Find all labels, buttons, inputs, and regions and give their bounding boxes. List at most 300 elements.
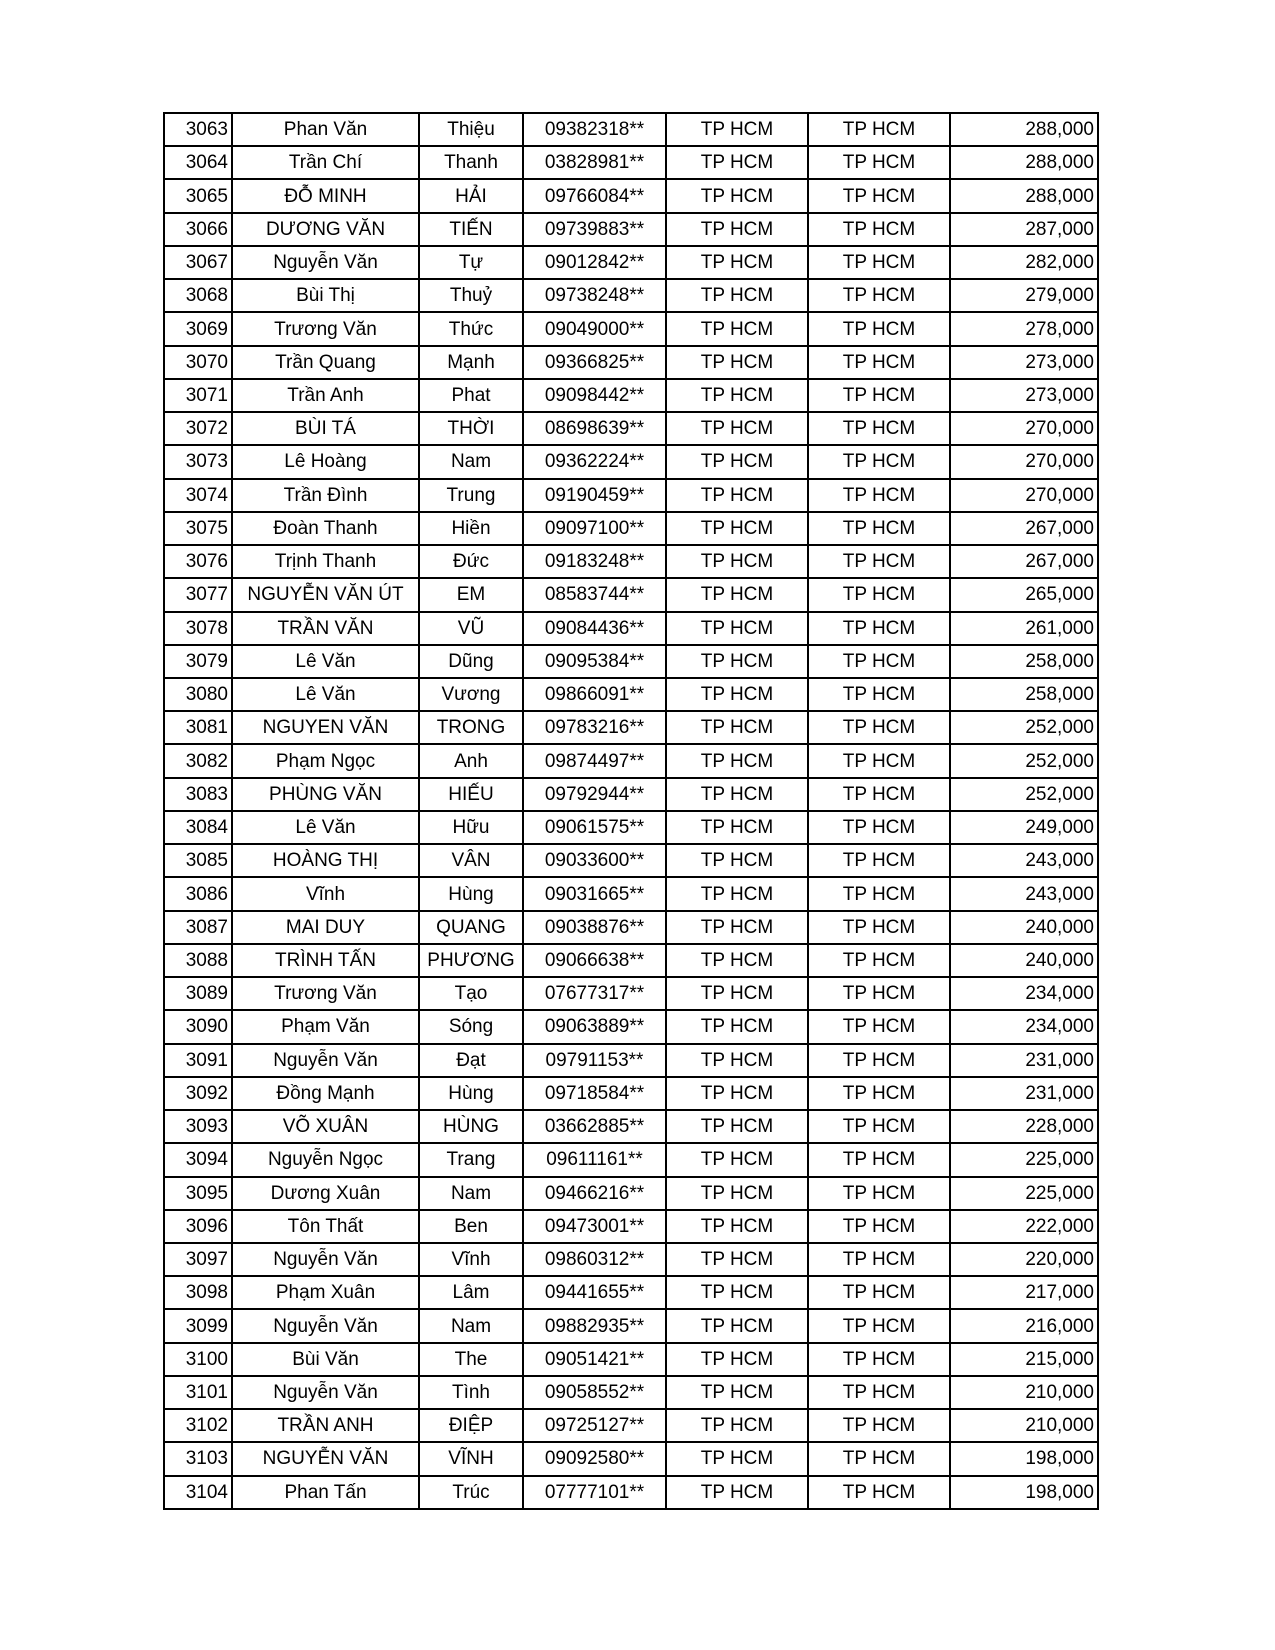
phone-cell: 09473001** bbox=[523, 1210, 666, 1243]
last_name-cell: PHÙNG VĂN bbox=[232, 778, 419, 811]
city-cell: TP HCM bbox=[808, 312, 950, 345]
last_name-cell: HOÀNG THỊ bbox=[232, 844, 419, 877]
table-row bbox=[164, 379, 1098, 412]
last_name-cell: Nguyễn Văn bbox=[232, 1044, 419, 1077]
id-cell: 3080 bbox=[164, 678, 232, 711]
first_name-cell: Vương bbox=[419, 678, 523, 711]
city-cell: TP HCM bbox=[808, 911, 950, 944]
id-cell: 3069 bbox=[164, 312, 232, 345]
first_name-cell: HIẾU bbox=[419, 778, 523, 811]
amount-cell: 267,000 bbox=[950, 545, 1098, 578]
first_name-cell: Đạt bbox=[419, 1044, 523, 1077]
province-cell: TP HCM bbox=[666, 944, 808, 977]
last_name-cell: Phạm Ngọc bbox=[232, 744, 419, 777]
city-cell: TP HCM bbox=[808, 678, 950, 711]
amount-cell: 270,000 bbox=[950, 445, 1098, 478]
province-cell: TP HCM bbox=[666, 578, 808, 611]
id-cell: 3103 bbox=[164, 1442, 232, 1475]
amount-cell: 240,000 bbox=[950, 911, 1098, 944]
amount-cell: 279,000 bbox=[950, 279, 1098, 312]
table-row bbox=[164, 279, 1098, 312]
phone-cell: 09738248** bbox=[523, 279, 666, 312]
city-cell: TP HCM bbox=[808, 844, 950, 877]
last_name-cell: Trịnh Thanh bbox=[232, 545, 419, 578]
last_name-cell: Phan Văn bbox=[232, 113, 419, 146]
table-row bbox=[164, 1409, 1098, 1442]
amount-cell: 273,000 bbox=[950, 346, 1098, 379]
first_name-cell: Nam bbox=[419, 1309, 523, 1342]
amount-cell: 222,000 bbox=[950, 1210, 1098, 1243]
table-row bbox=[164, 246, 1098, 279]
table-row bbox=[164, 1143, 1098, 1176]
last_name-cell: Trương Văn bbox=[232, 977, 419, 1010]
table-row bbox=[164, 179, 1098, 212]
phone-cell: 09739883** bbox=[523, 213, 666, 246]
province-cell: TP HCM bbox=[666, 1276, 808, 1309]
table-row bbox=[164, 412, 1098, 445]
first_name-cell: Vĩnh bbox=[419, 1243, 523, 1276]
table-row bbox=[164, 512, 1098, 545]
id-cell: 3086 bbox=[164, 877, 232, 910]
table-row bbox=[164, 678, 1098, 711]
id-cell: 3087 bbox=[164, 911, 232, 944]
table-row bbox=[164, 944, 1098, 977]
id-cell: 3096 bbox=[164, 1210, 232, 1243]
province-cell: TP HCM bbox=[666, 1309, 808, 1342]
phone-cell: 09097100** bbox=[523, 512, 666, 545]
city-cell: TP HCM bbox=[808, 1243, 950, 1276]
first_name-cell: Trúc bbox=[419, 1476, 523, 1509]
city-cell: TP HCM bbox=[808, 744, 950, 777]
city-cell: TP HCM bbox=[808, 379, 950, 412]
first_name-cell: VÂN bbox=[419, 844, 523, 877]
phone-cell: 09366825** bbox=[523, 346, 666, 379]
last_name-cell: BÙI TÁ bbox=[232, 412, 419, 445]
first_name-cell: HẢI bbox=[419, 179, 523, 212]
city-cell: TP HCM bbox=[808, 346, 950, 379]
phone-cell: 09098442** bbox=[523, 379, 666, 412]
first_name-cell: Trung bbox=[419, 479, 523, 512]
amount-cell: 220,000 bbox=[950, 1243, 1098, 1276]
province-cell: TP HCM bbox=[666, 844, 808, 877]
phone-cell: 09362224** bbox=[523, 445, 666, 478]
first_name-cell: TIẾN bbox=[419, 213, 523, 246]
table-body bbox=[164, 113, 1098, 1509]
table-row bbox=[164, 1044, 1098, 1077]
table-row bbox=[164, 811, 1098, 844]
last_name-cell: ĐỖ MINH bbox=[232, 179, 419, 212]
amount-cell: 273,000 bbox=[950, 379, 1098, 412]
phone-cell: 09058552** bbox=[523, 1376, 666, 1409]
province-cell: TP HCM bbox=[666, 445, 808, 478]
amount-cell: 210,000 bbox=[950, 1376, 1098, 1409]
id-cell: 3068 bbox=[164, 279, 232, 312]
id-cell: 3065 bbox=[164, 179, 232, 212]
first_name-cell: HÙNG bbox=[419, 1110, 523, 1143]
last_name-cell: Lê Văn bbox=[232, 678, 419, 711]
first_name-cell: Tự bbox=[419, 246, 523, 279]
last_name-cell: Đoàn Thanh bbox=[232, 512, 419, 545]
table-row bbox=[164, 1243, 1098, 1276]
table-row bbox=[164, 1442, 1098, 1475]
phone-cell: 09466216** bbox=[523, 1177, 666, 1210]
table-row bbox=[164, 312, 1098, 345]
last_name-cell: TRÌNH TẤN bbox=[232, 944, 419, 977]
table-row bbox=[164, 1276, 1098, 1309]
id-cell: 3081 bbox=[164, 711, 232, 744]
id-cell: 3063 bbox=[164, 113, 232, 146]
city-cell: TP HCM bbox=[808, 146, 950, 179]
id-cell: 3089 bbox=[164, 977, 232, 1010]
amount-cell: 249,000 bbox=[950, 811, 1098, 844]
amount-cell: 288,000 bbox=[950, 113, 1098, 146]
amount-cell: 270,000 bbox=[950, 412, 1098, 445]
phone-cell: 07677317** bbox=[523, 977, 666, 1010]
phone-cell: 09441655** bbox=[523, 1276, 666, 1309]
province-cell: TP HCM bbox=[666, 1343, 808, 1376]
table-row bbox=[164, 1343, 1098, 1376]
phone-cell: 08583744** bbox=[523, 578, 666, 611]
phone-cell: 09792944** bbox=[523, 778, 666, 811]
first_name-cell: Thanh bbox=[419, 146, 523, 179]
province-cell: TP HCM bbox=[666, 412, 808, 445]
last_name-cell: Nguyễn Văn bbox=[232, 1376, 419, 1409]
province-cell: TP HCM bbox=[666, 312, 808, 345]
amount-cell: 267,000 bbox=[950, 512, 1098, 545]
phone-cell: 09190459** bbox=[523, 479, 666, 512]
phone-cell: 09183248** bbox=[523, 545, 666, 578]
amount-cell: 228,000 bbox=[950, 1110, 1098, 1143]
phone-cell: 09095384** bbox=[523, 645, 666, 678]
first_name-cell: TRONG bbox=[419, 711, 523, 744]
id-cell: 3100 bbox=[164, 1343, 232, 1376]
phone-cell: 07777101** bbox=[523, 1476, 666, 1509]
city-cell: TP HCM bbox=[808, 944, 950, 977]
id-cell: 3077 bbox=[164, 578, 232, 611]
phone-cell: 09791153** bbox=[523, 1044, 666, 1077]
last_name-cell: Phạm Xuân bbox=[232, 1276, 419, 1309]
first_name-cell: Đức bbox=[419, 545, 523, 578]
phone-cell: 09092580** bbox=[523, 1442, 666, 1475]
amount-cell: 225,000 bbox=[950, 1177, 1098, 1210]
amount-cell: 288,000 bbox=[950, 146, 1098, 179]
city-cell: TP HCM bbox=[808, 445, 950, 478]
id-cell: 3067 bbox=[164, 246, 232, 279]
table-row bbox=[164, 612, 1098, 645]
first_name-cell: QUANG bbox=[419, 911, 523, 944]
city-cell: TP HCM bbox=[808, 1442, 950, 1475]
id-cell: 3098 bbox=[164, 1276, 232, 1309]
city-cell: TP HCM bbox=[808, 1343, 950, 1376]
phone-cell: 09874497** bbox=[523, 744, 666, 777]
city-cell: TP HCM bbox=[808, 811, 950, 844]
phone-cell: 09718584** bbox=[523, 1077, 666, 1110]
first_name-cell: EM bbox=[419, 578, 523, 611]
province-cell: TP HCM bbox=[666, 711, 808, 744]
city-cell: TP HCM bbox=[808, 1077, 950, 1110]
last_name-cell: Phạm Văn bbox=[232, 1010, 419, 1043]
city-cell: TP HCM bbox=[808, 1177, 950, 1210]
phone-cell: 09033600** bbox=[523, 844, 666, 877]
city-cell: TP HCM bbox=[808, 545, 950, 578]
first_name-cell: Tạo bbox=[419, 977, 523, 1010]
amount-cell: 258,000 bbox=[950, 645, 1098, 678]
last_name-cell: Trần Quang bbox=[232, 346, 419, 379]
id-cell: 3104 bbox=[164, 1476, 232, 1509]
phone-cell: 03828981** bbox=[523, 146, 666, 179]
phone-cell: 09066638** bbox=[523, 944, 666, 977]
last_name-cell: Nguyễn Văn bbox=[232, 1243, 419, 1276]
city-cell: TP HCM bbox=[808, 1210, 950, 1243]
id-cell: 3071 bbox=[164, 379, 232, 412]
province-cell: TP HCM bbox=[666, 1409, 808, 1442]
phone-cell: 09084436** bbox=[523, 612, 666, 645]
province-cell: TP HCM bbox=[666, 545, 808, 578]
id-cell: 3088 bbox=[164, 944, 232, 977]
first_name-cell: Thức bbox=[419, 312, 523, 345]
city-cell: TP HCM bbox=[808, 113, 950, 146]
province-cell: TP HCM bbox=[666, 1143, 808, 1176]
city-cell: TP HCM bbox=[808, 1044, 950, 1077]
city-cell: TP HCM bbox=[808, 213, 950, 246]
amount-cell: 216,000 bbox=[950, 1309, 1098, 1342]
amount-cell: 225,000 bbox=[950, 1143, 1098, 1176]
last_name-cell: TRẦN VĂN bbox=[232, 612, 419, 645]
amount-cell: 265,000 bbox=[950, 578, 1098, 611]
province-cell: TP HCM bbox=[666, 645, 808, 678]
province-cell: TP HCM bbox=[666, 778, 808, 811]
id-cell: 3090 bbox=[164, 1010, 232, 1043]
id-cell: 3099 bbox=[164, 1309, 232, 1342]
city-cell: TP HCM bbox=[808, 578, 950, 611]
amount-cell: 252,000 bbox=[950, 744, 1098, 777]
province-cell: TP HCM bbox=[666, 1044, 808, 1077]
province-cell: TP HCM bbox=[666, 1077, 808, 1110]
table-row bbox=[164, 645, 1098, 678]
phone-cell: 09611161** bbox=[523, 1143, 666, 1176]
phone-cell: 09061575** bbox=[523, 811, 666, 844]
first_name-cell: Thuỷ bbox=[419, 279, 523, 312]
table-row bbox=[164, 113, 1098, 146]
table-row bbox=[164, 1309, 1098, 1342]
first_name-cell: Lâm bbox=[419, 1276, 523, 1309]
phone-cell: 09012842** bbox=[523, 246, 666, 279]
id-cell: 3102 bbox=[164, 1409, 232, 1442]
id-cell: 3097 bbox=[164, 1243, 232, 1276]
province-cell: TP HCM bbox=[666, 279, 808, 312]
phone-cell: 09051421** bbox=[523, 1343, 666, 1376]
city-cell: TP HCM bbox=[808, 1376, 950, 1409]
first_name-cell: VĨNH bbox=[419, 1442, 523, 1475]
table-row bbox=[164, 1376, 1098, 1409]
table-row bbox=[164, 146, 1098, 179]
table-row bbox=[164, 1077, 1098, 1110]
id-cell: 3073 bbox=[164, 445, 232, 478]
amount-cell: 234,000 bbox=[950, 1010, 1098, 1043]
amount-cell: 252,000 bbox=[950, 778, 1098, 811]
amount-cell: 217,000 bbox=[950, 1276, 1098, 1309]
city-cell: TP HCM bbox=[808, 1110, 950, 1143]
last_name-cell: Nguyễn Văn bbox=[232, 1309, 419, 1342]
province-cell: TP HCM bbox=[666, 911, 808, 944]
province-cell: TP HCM bbox=[666, 379, 808, 412]
phone-cell: 09382318** bbox=[523, 113, 666, 146]
id-cell: 3075 bbox=[164, 512, 232, 545]
last_name-cell: VÕ XUÂN bbox=[232, 1110, 419, 1143]
first_name-cell: THỜI bbox=[419, 412, 523, 445]
first_name-cell: Phat bbox=[419, 379, 523, 412]
first_name-cell: Anh bbox=[419, 744, 523, 777]
table-row bbox=[164, 911, 1098, 944]
amount-cell: 288,000 bbox=[950, 179, 1098, 212]
city-cell: TP HCM bbox=[808, 246, 950, 279]
amount-cell: 240,000 bbox=[950, 944, 1098, 977]
last_name-cell: Lê Văn bbox=[232, 645, 419, 678]
city-cell: TP HCM bbox=[808, 877, 950, 910]
amount-cell: 287,000 bbox=[950, 213, 1098, 246]
amount-cell: 278,000 bbox=[950, 312, 1098, 345]
id-cell: 3084 bbox=[164, 811, 232, 844]
last_name-cell: Lê Văn bbox=[232, 811, 419, 844]
province-cell: TP HCM bbox=[666, 479, 808, 512]
province-cell: TP HCM bbox=[666, 744, 808, 777]
city-cell: TP HCM bbox=[808, 612, 950, 645]
first_name-cell: Mạnh bbox=[419, 346, 523, 379]
city-cell: TP HCM bbox=[808, 479, 950, 512]
id-cell: 3078 bbox=[164, 612, 232, 645]
amount-cell: 215,000 bbox=[950, 1343, 1098, 1376]
province-cell: TP HCM bbox=[666, 146, 808, 179]
table-row bbox=[164, 711, 1098, 744]
province-cell: TP HCM bbox=[666, 1110, 808, 1143]
city-cell: TP HCM bbox=[808, 711, 950, 744]
last_name-cell: Dương Xuân bbox=[232, 1177, 419, 1210]
first_name-cell: Trang bbox=[419, 1143, 523, 1176]
last_name-cell: TRẦN ANH bbox=[232, 1409, 419, 1442]
id-cell: 3095 bbox=[164, 1177, 232, 1210]
last_name-cell: NGUYỄN VĂN bbox=[232, 1442, 419, 1475]
phone-cell: 09049000** bbox=[523, 312, 666, 345]
id-cell: 3074 bbox=[164, 479, 232, 512]
table-row bbox=[164, 977, 1098, 1010]
phone-cell: 09031665** bbox=[523, 877, 666, 910]
province-cell: TP HCM bbox=[666, 213, 808, 246]
last_name-cell: Nguyễn Văn bbox=[232, 246, 419, 279]
last_name-cell: Đồng Mạnh bbox=[232, 1077, 419, 1110]
city-cell: TP HCM bbox=[808, 1409, 950, 1442]
id-cell: 3091 bbox=[164, 1044, 232, 1077]
last_name-cell: DƯƠNG VĂN bbox=[232, 213, 419, 246]
province-cell: TP HCM bbox=[666, 1376, 808, 1409]
id-cell: 3076 bbox=[164, 545, 232, 578]
city-cell: TP HCM bbox=[808, 1309, 950, 1342]
phone-cell: 09038876** bbox=[523, 911, 666, 944]
province-cell: TP HCM bbox=[666, 179, 808, 212]
first_name-cell: Hiền bbox=[419, 512, 523, 545]
province-cell: TP HCM bbox=[666, 246, 808, 279]
id-cell: 3079 bbox=[164, 645, 232, 678]
amount-cell: 210,000 bbox=[950, 1409, 1098, 1442]
table-row bbox=[164, 877, 1098, 910]
city-cell: TP HCM bbox=[808, 645, 950, 678]
amount-cell: 261,000 bbox=[950, 612, 1098, 645]
last_name-cell: Bùi Văn bbox=[232, 1343, 419, 1376]
table-row bbox=[164, 1177, 1098, 1210]
id-cell: 3085 bbox=[164, 844, 232, 877]
city-cell: TP HCM bbox=[808, 977, 950, 1010]
first_name-cell: The bbox=[419, 1343, 523, 1376]
city-cell: TP HCM bbox=[808, 1476, 950, 1509]
table-row bbox=[164, 445, 1098, 478]
province-cell: TP HCM bbox=[666, 877, 808, 910]
province-cell: TP HCM bbox=[666, 977, 808, 1010]
id-cell: 3083 bbox=[164, 778, 232, 811]
province-cell: TP HCM bbox=[666, 1442, 808, 1475]
phone-cell: 09866091** bbox=[523, 678, 666, 711]
first_name-cell: PHƯƠNG bbox=[419, 944, 523, 977]
table-row bbox=[164, 1110, 1098, 1143]
amount-cell: 231,000 bbox=[950, 1044, 1098, 1077]
table-row bbox=[164, 545, 1098, 578]
amount-cell: 234,000 bbox=[950, 977, 1098, 1010]
last_name-cell: Trần Đình bbox=[232, 479, 419, 512]
id-cell: 3093 bbox=[164, 1110, 232, 1143]
first_name-cell: Dũng bbox=[419, 645, 523, 678]
phone-cell: 09783216** bbox=[523, 711, 666, 744]
table-row bbox=[164, 1010, 1098, 1043]
first_name-cell: Nam bbox=[419, 445, 523, 478]
table-row bbox=[164, 213, 1098, 246]
last_name-cell: NGUYỄN VĂN ÚT bbox=[232, 578, 419, 611]
province-cell: TP HCM bbox=[666, 1177, 808, 1210]
province-cell: TP HCM bbox=[666, 811, 808, 844]
phone-cell: 09860312** bbox=[523, 1243, 666, 1276]
province-cell: TP HCM bbox=[666, 346, 808, 379]
id-cell: 3064 bbox=[164, 146, 232, 179]
city-cell: TP HCM bbox=[808, 412, 950, 445]
phone-cell: 09725127** bbox=[523, 1409, 666, 1442]
table-row bbox=[164, 1210, 1098, 1243]
table-row bbox=[164, 578, 1098, 611]
phone-cell: 09882935** bbox=[523, 1309, 666, 1342]
province-cell: TP HCM bbox=[666, 113, 808, 146]
province-cell: TP HCM bbox=[666, 1243, 808, 1276]
province-cell: TP HCM bbox=[666, 1210, 808, 1243]
city-cell: TP HCM bbox=[808, 1143, 950, 1176]
amount-cell: 243,000 bbox=[950, 844, 1098, 877]
id-cell: 3082 bbox=[164, 744, 232, 777]
id-cell: 3066 bbox=[164, 213, 232, 246]
amount-cell: 198,000 bbox=[950, 1476, 1098, 1509]
last_name-cell: NGUYEN VĂN bbox=[232, 711, 419, 744]
last_name-cell: Nguyễn Ngọc bbox=[232, 1143, 419, 1176]
amount-cell: 252,000 bbox=[950, 711, 1098, 744]
member-amount-table bbox=[163, 112, 1099, 1510]
id-cell: 3092 bbox=[164, 1077, 232, 1110]
id-cell: 3094 bbox=[164, 1143, 232, 1176]
last_name-cell: Phan Tấn bbox=[232, 1476, 419, 1509]
city-cell: TP HCM bbox=[808, 1276, 950, 1309]
table-row bbox=[164, 479, 1098, 512]
amount-cell: 270,000 bbox=[950, 479, 1098, 512]
phone-cell: 03662885** bbox=[523, 1110, 666, 1143]
amount-cell: 243,000 bbox=[950, 877, 1098, 910]
last_name-cell: Trần Chí bbox=[232, 146, 419, 179]
id-cell: 3072 bbox=[164, 412, 232, 445]
province-cell: TP HCM bbox=[666, 512, 808, 545]
table-row bbox=[164, 1476, 1098, 1509]
province-cell: TP HCM bbox=[666, 1010, 808, 1043]
